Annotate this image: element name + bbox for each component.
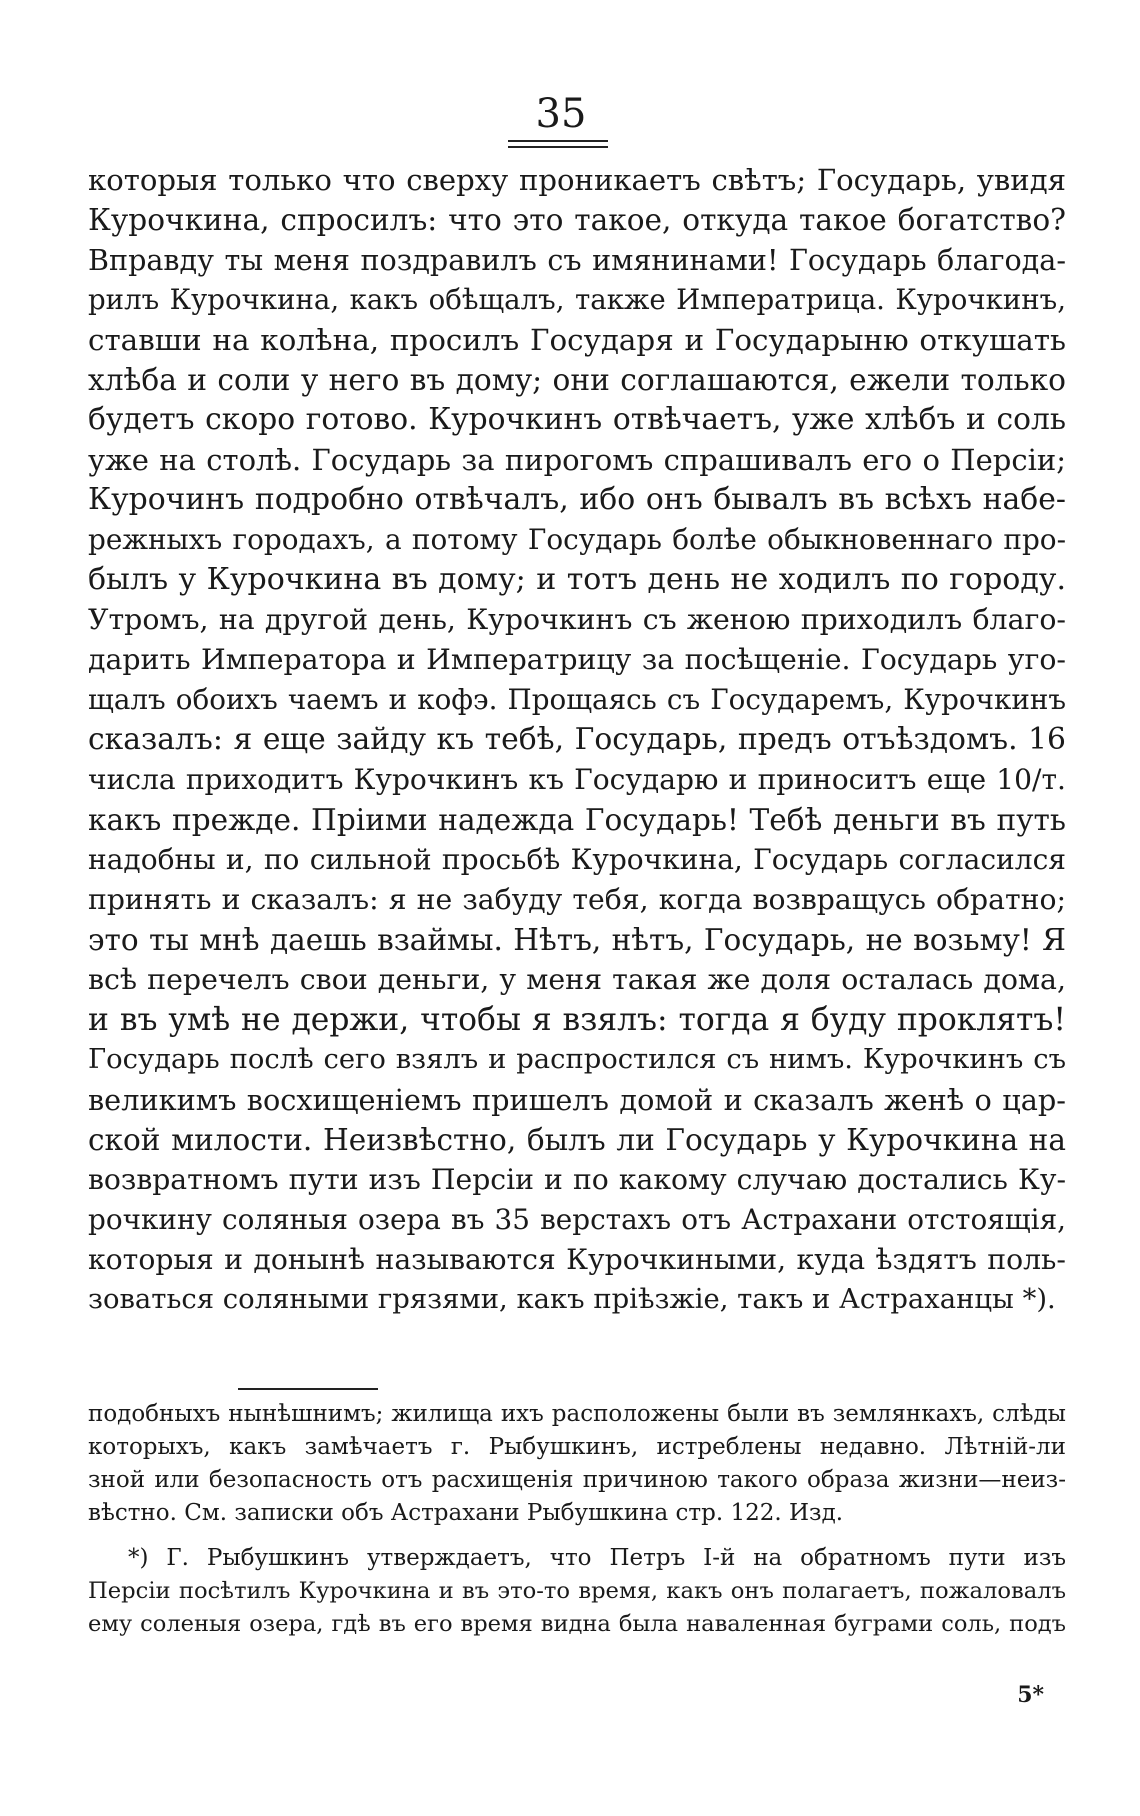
text-line: это ты мнѣ даешь взаймы. Нѣтъ, нѣтъ, Государь, не возьму! Я bbox=[88, 923, 1066, 957]
main-text-body bbox=[88, 160, 1066, 1320]
text-line: рочкину соляныя озера въ 35 верстахъ отъ Астрахани отстоящія, bbox=[88, 1203, 1066, 1236]
text-line: былъ у Курочкина въ дому; и тотъ день не ходилъ по городу. bbox=[88, 562, 1066, 597]
text-line: ставши на колѣна, просилъ Государя и Государыню откушать bbox=[88, 323, 1066, 357]
text-line: и въ умѣ не держи, чтобы я взялъ: тогда я буду проклятъ! bbox=[88, 1002, 1066, 1038]
text-line: которыя и донынѣ называются Курочкиными, куда ѣздятъ поль- bbox=[88, 1243, 1066, 1276]
header-rule-bottom bbox=[508, 146, 608, 148]
text-line: сказалъ: я еще зайду къ тебѣ, Государь, предъ отъѣздомъ. 16 bbox=[88, 722, 1066, 757]
header-rule-top bbox=[508, 140, 608, 142]
text-line: Курочинъ подробно отвѣчалъ, ибо онъ бывалъ въ всѣхъ набе- bbox=[88, 482, 1066, 517]
footnote-line: вѣстно. См. записки объ Астрахани Рыбушкина стр. 122. Изд. bbox=[88, 1500, 844, 1526]
text-line: уже на столѣ. Государь за пирогомъ спрашивалъ его о Персіи; bbox=[88, 443, 1066, 477]
text-line: Государь послѣ сего взялъ и распростился съ нимъ. Курочкинъ съ bbox=[88, 1044, 1066, 1075]
text-line: хлѣба и соли у него въ дому; они соглашаются, ежели только bbox=[88, 362, 1066, 397]
text-line: надобны и, по сильной просьбѣ Курочкина, Государь согласился bbox=[88, 843, 1066, 876]
footnote-line: Персіи посѣтилъ Курочкина и въ это-то время, какъ онъ полагаетъ, пожаловалъ bbox=[88, 1578, 1066, 1604]
text-line: Утромъ, на другой день, Курочкинъ съ женою приходилъ благо- bbox=[88, 603, 1066, 636]
text-line: великимъ восхищеніемъ пришелъ домой и сказалъ женѣ о цар- bbox=[88, 1083, 1066, 1117]
text-line: какъ прежде. Пріими надежда Государь! Тебѣ деньги въ путь bbox=[88, 803, 1066, 837]
text-line: будетъ скоро готово. Курочкинъ отвѣчаетъ, уже хлѣбъ и соль bbox=[88, 402, 1066, 437]
text-line: режныхъ городахъ, а потому Государь болѣе обыкновеннаго про- bbox=[88, 523, 1066, 556]
text-line: принять и сказалъ: я не забуду тебя, когда возвращусь обратно; bbox=[88, 883, 1066, 916]
footnote-line: которыхъ, какъ замѣчаетъ г. Рыбушкинъ, истреблены недавно. Лѣтній-ли bbox=[88, 1434, 1066, 1460]
text-line: Курочкина, спросилъ: что это такое, откуда такое богатство? bbox=[88, 203, 1066, 237]
text-line: дарить Императора и Императрицу за посѣщеніе. Государь уго- bbox=[88, 643, 1066, 676]
footnote-line: ему соленыя озера, гдѣ въ его время видна была наваленная буграми соль, подъ bbox=[88, 1611, 1066, 1637]
text-line: рилъ Курочкина, какъ обѣщалъ, также Императрица. Курочкинъ, bbox=[88, 283, 1066, 316]
text-line: Вправду ты меня поздравилъ съ имянинами! Государь благода- bbox=[88, 243, 1066, 277]
text-line: числа приходитъ Курочкинъ къ Государю и приноситъ еще 10/т. bbox=[88, 763, 1066, 796]
footnote-asterisk bbox=[88, 1542, 1066, 1641]
text-line: которыя только что сверху проникаетъ свѣтъ; Государь, увидя bbox=[88, 163, 1066, 197]
printer-signature-mark: 5* bbox=[1017, 1682, 1044, 1708]
text-line: возвратномъ пути изъ Персіи и по какому случаю достались Ку- bbox=[88, 1163, 1066, 1196]
footnote-line: зной или безопасность отъ расхищенія причиною такого образа жизни—неиз- bbox=[88, 1467, 1066, 1493]
page-number: 35 bbox=[535, 91, 587, 137]
text-line: ской милости. Неизвѣстно, былъ ли Государь у Курочкина на bbox=[88, 1123, 1066, 1157]
footnote-line: подобныхъ нынѣшнимъ; жилища ихъ расположены были въ землянкахъ, слѣды bbox=[88, 1401, 1066, 1427]
text-line: зоваться соляными грязями, какъ пріѣзжіе, такъ и Астраханцы *). bbox=[88, 1284, 1056, 1315]
footnotes bbox=[88, 1398, 1066, 1641]
text-line: всѣ перечелъ свои деньги, у меня такая же доля осталась дома, bbox=[88, 963, 1066, 996]
footnote-line: *) Г. Рыбушкинъ утверждаетъ, что Петръ I-й на обратномъ пути изъ bbox=[128, 1545, 1066, 1571]
footnote-continued bbox=[88, 1398, 1066, 1530]
footnote-separator bbox=[238, 1388, 378, 1390]
text-line: щалъ обоихъ чаемъ и кофэ. Прощаясь съ Государемъ, Курочкинъ bbox=[88, 683, 1066, 716]
